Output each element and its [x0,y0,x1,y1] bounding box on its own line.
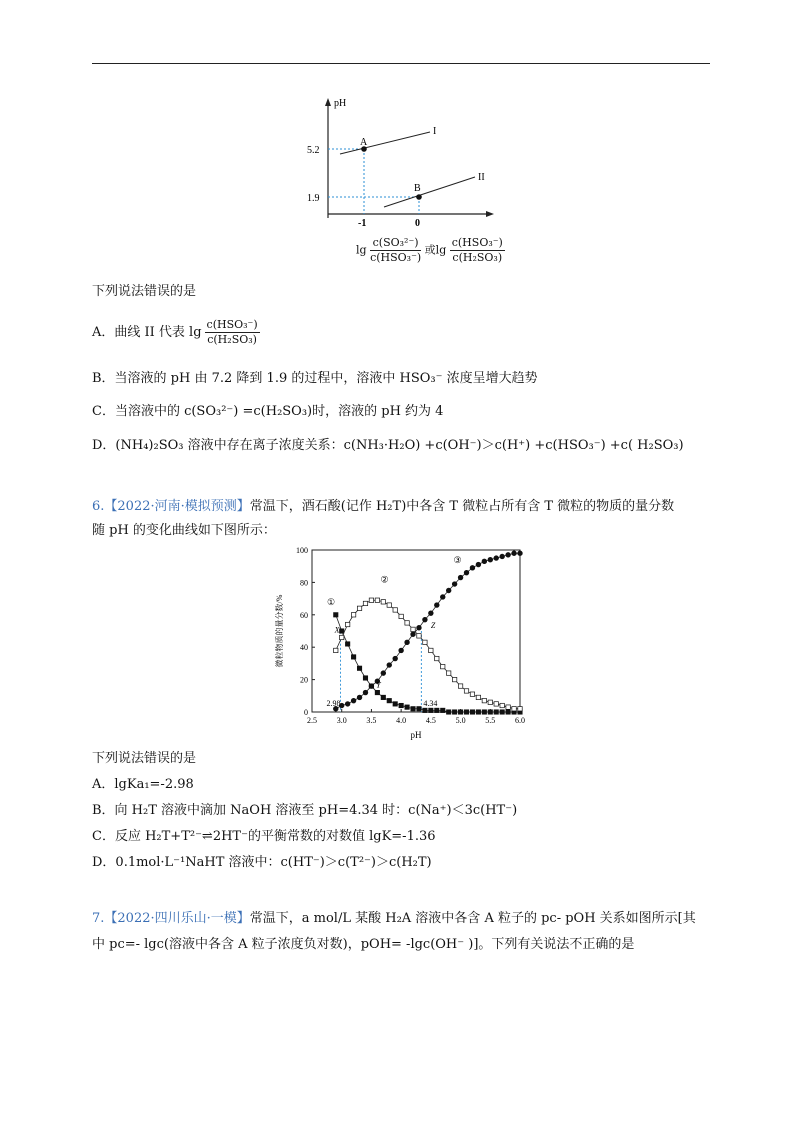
xlabel-frac2-den: c(H₂SO₃) [452,251,503,264]
series-1-point [423,708,427,712]
series-1-point [399,703,403,707]
x-tick-label: 3.5 [366,716,377,725]
y-tick-label: 60 [300,610,308,620]
x-tick-label: 5.5 [485,716,496,725]
series-2-point [334,648,338,652]
series-1-point [458,710,462,714]
series-2-point [441,664,445,668]
q6-option-c[interactable]: C．反应 H₂T+T²⁻⇌2HT⁻的平衡常数的对数值 lgK=-1.36 [92,829,436,844]
y-tick-label: 0 [304,708,308,717]
q5-option-a-prefix: A．曲线 II 代表 lg [92,324,202,340]
series-1-point [334,613,338,617]
line-ii [384,177,475,207]
series-3-point [494,556,499,561]
series-3-point [369,684,374,689]
series-1-point [405,705,409,709]
series-1-point [393,702,397,706]
series-line-1 [336,615,520,712]
y-tick-label: 100 [296,546,308,555]
q5-option-a[interactable] [92,318,260,347]
xlabel-frac1-den: c(HSO₃⁻) [370,251,422,264]
series-1-point [375,690,379,694]
series-3-point [363,690,368,695]
series-2-point [363,601,367,605]
series-2-point [494,702,498,706]
q6-option-b[interactable]: B．向 H₂T 溶液中滴加 NaOH 溶液至 pH=4.34 时：c(Na⁺)＜3c(HT⁻) [92,803,518,818]
series-1-point [345,642,349,646]
line-i [340,132,430,154]
y-axis-arrow [325,98,331,106]
series-3-point [399,648,404,653]
x-tick-label: 3.0 [336,716,347,725]
series-2-point [488,700,492,704]
series-2-point [399,614,403,618]
series-1-point [482,710,486,714]
series-1-point [387,698,391,702]
series-1-point [470,710,474,714]
series-1-point [506,710,510,714]
series-1-point [340,629,344,633]
xlabel-or: 或lg [424,243,447,257]
line-ii-label: II [478,172,485,183]
series-2-point [500,703,504,707]
series-2-point [470,692,474,696]
series-2-point [411,627,415,631]
q5-option-a-num: c(HSO₃⁻) [206,318,258,331]
q5-option-d[interactable]: D．(NH₄)₂SO₃ 溶液中存在离子浓度关系：c(NH₃·H₂O) +c(OH⁻)＞c(H⁺) +c(HSO₃⁻) +c( H₂SO₃) [92,438,684,453]
x-tick-label: 5.0 [455,716,466,725]
xlabel-fraction-2 [450,236,505,265]
series-1-point [488,710,492,714]
xlabel-lg: lg [356,243,367,257]
q6-number: 6. [92,499,105,514]
x-tick-neg1: -1 [358,218,367,229]
series-2-point [518,707,522,711]
series-2-point [458,684,462,688]
series-2-point [464,689,468,693]
q5-option-a-fraction [205,318,260,347]
series-3-point [518,551,523,556]
series-3-point [458,575,463,580]
x-tick-label: 2.5 [307,716,317,725]
q7-line-1 [92,910,696,928]
series-3-point [351,698,356,703]
q6-option-d[interactable]: D．0.1mol·L⁻¹NaHT 溶液中：c(HT⁻)＞c(T²⁻)＞c(H₂T) [92,855,432,870]
series-3-point [488,557,493,562]
xlabel-fraction-1 [370,236,421,265]
series-3-point [405,640,410,645]
series-2-point [435,656,439,660]
x-tick-label: 6.0 [515,716,525,725]
ph-ratio-chart [300,92,500,232]
guide-label: 4.34 [423,699,438,708]
series-1-point [381,695,385,699]
series-2-point [417,634,421,638]
series-2-point [375,598,379,602]
series-2-point [387,603,391,607]
q5-option-a-den: c(H₂SO₃) [207,333,257,346]
series-3-point [434,603,439,608]
q6-line1-text: 常温下，酒石酸(记作 H₂T)中各含 T 微粒占所有含 T 微粒的物质的量分数 [249,499,675,514]
y-tick-label: 40 [300,643,308,653]
series-2-point [381,600,385,604]
q6-stem: 下列说法错误的是 [92,751,197,766]
series-1-point [417,707,421,711]
series-3-point [452,582,457,587]
series-3-point [512,551,517,556]
q7-line-2: 中 pc=- lgc(溶液中各含 A 粒子浓度负对数)，pOH= -lgc(OH⁻ )]。下列有关说法不正确的是 [92,937,635,952]
curve-label-3: ③ [453,554,462,565]
y-axis-label: 微粒物质的量分数/% [275,594,284,668]
x-axis-arrow [486,211,494,217]
series-2-point [452,677,456,681]
series-3-point [500,554,505,559]
series-1-point [351,655,355,659]
series-3-point [411,632,416,637]
q7-number: 7. [92,911,105,926]
series-2-point [476,695,480,699]
series-3-point [381,671,386,676]
guide-label: 2.98 [326,699,341,708]
series-1-point [494,710,498,714]
series-1-point [363,676,367,680]
series-3-point [357,695,362,700]
series-2-point [423,640,427,644]
series-1-point [435,708,439,712]
q6-option-a[interactable]: A．lgKa₁=-2.98 [92,777,194,792]
series-1-point [464,710,468,714]
series-1-point [429,708,433,712]
series-2-point [405,621,409,625]
q5-stem: 下列说法错误的是 [92,284,197,299]
series-3-point [423,617,428,622]
q6-line-1 [92,498,674,516]
y-tick-label: 80 [300,578,308,588]
y-tick-5-2: 5.2 [307,145,320,156]
point-b-label: B [414,183,421,194]
series-2-point [482,698,486,702]
series-3-point [506,552,511,557]
curve-label-1: ① [326,597,336,608]
series-3-point [476,562,481,567]
series-1-point [476,710,480,714]
series-3-point [417,625,422,630]
y-tick-label: 20 [300,675,308,685]
point-label-x: X [334,625,340,635]
series-2-point [357,606,361,610]
point-a-label: A [360,137,368,148]
q7-source: 【2022·四川乐山·一模】 [104,911,250,926]
point-label-z: Z [430,620,436,630]
q6-line-2: 随 pH 的变化曲线如下图所示： [92,523,276,538]
x-tick-0: 0 [415,218,420,229]
series-2-point [506,705,510,709]
xlabel-frac2-num: c(HSO₃⁻) [451,236,503,249]
series-1-point [500,710,504,714]
point-b [416,194,422,200]
series-1-point [357,666,361,670]
header-rule [92,63,710,64]
series-1-point [411,707,415,711]
series-3-point [387,663,392,668]
series-1-point [452,710,456,714]
series-2-point [369,598,373,602]
series-3-point [446,588,451,593]
series-1-point [446,710,450,714]
chart1-x-axis-label [356,236,505,265]
series-3-point [440,595,445,600]
x-tick-label: 4.0 [396,716,407,725]
series-2-point [446,671,450,675]
series-2-point [340,635,344,639]
tartaric-acid-fraction-chart [270,540,540,748]
series-line-3 [336,553,520,709]
series-2-point [393,608,397,612]
q5-option-b[interactable]: B．当溶液的 pH 由 7.2 降到 1.9 的过程中，溶液中 HSO₃⁻ 浓度呈增大趋势 [92,371,538,386]
series-3-point [470,565,475,570]
xlabel-frac1-num: c(SO₃²⁻) [370,236,421,251]
curve-label-2: ② [380,574,389,585]
series-2-point [345,622,349,626]
q5-option-c[interactable]: C．当溶液中的 c(SO₃²⁻) =c(H₂SO₃)时，溶液的 pH 约为 4 [92,404,444,419]
series-3-point [482,559,487,564]
q7-line1-text: 常温下，a mol/L 某酸 H₂A 溶液中各含 A 粒子的 pc- pOH 关系如图所示[其 [249,911,696,926]
point-label-y: Y [376,680,381,690]
line-i-label: I [433,126,437,137]
x-tick-label: 4.5 [425,716,436,725]
series-2-point [429,648,433,652]
x-axis-label: pH [410,730,422,740]
y-tick-1-9: 1.9 [307,193,320,204]
series-1-point [441,708,445,712]
series-2-point [351,613,355,617]
series-3-point [393,656,398,661]
y-axis-label: pH [334,98,347,109]
q6-source: 【2022·河南·模拟预测】 [104,499,250,514]
series-2-point [512,707,516,711]
series-3-point [428,611,433,616]
series-3-point [464,570,469,575]
series-3-point [345,702,350,707]
